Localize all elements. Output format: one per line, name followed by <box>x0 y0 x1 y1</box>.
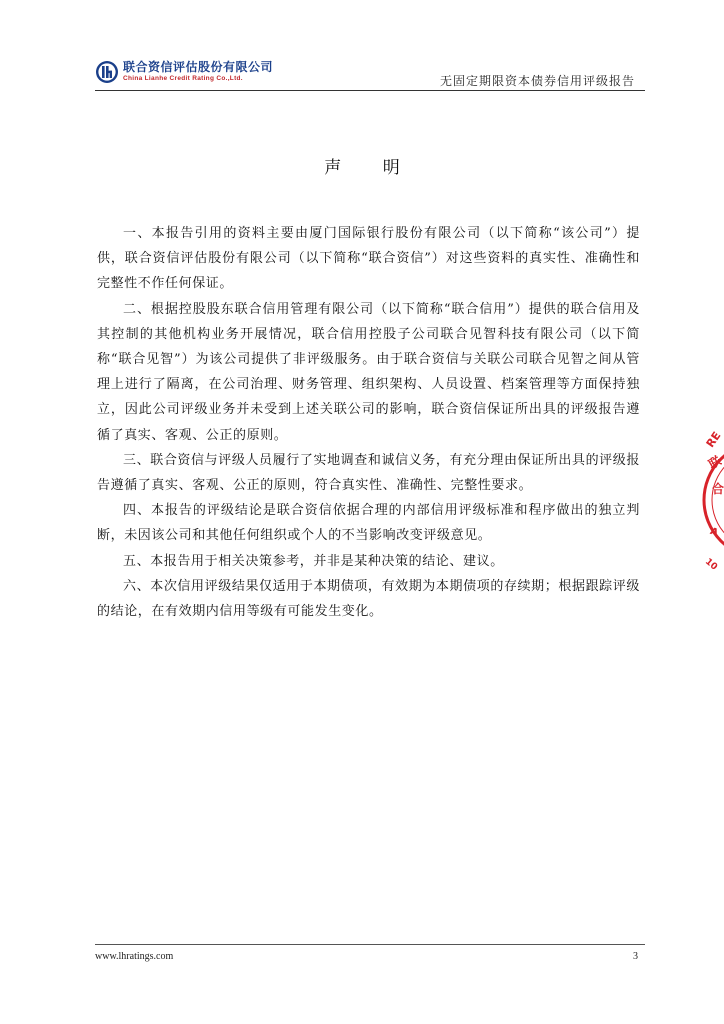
company-logo-icon <box>95 60 119 84</box>
page-header <box>95 58 645 90</box>
statement-paragraph-1: 一、本报告引用的资料主要由厦门国际银行股份有限公司（以下简称“该公司”）提供，联合资信评估股份有限公司（以下简称“联合资信”）对这些资料的真实性、准确性和完整性不作任何保证。 <box>97 226 640 292</box>
statement-paragraph-6: 六、本次信用评级结果仅适用于本期债项，有效期为本期债项的存续期；根据跟踪评级的结论，在有效期内信用等级有可能发生变化。 <box>97 578 640 620</box>
footer-divider <box>95 944 645 945</box>
statement-paragraph-3: 三、联合资信与评级人员履行了实地调查和诚信义务，有充分理由保证所出具的评级报告遵循了真实、客观、公正的原则，符合真实性、准确性、完整性要求。 <box>97 452 640 494</box>
company-name-cn: 联合资信评估股份有限公司 <box>123 60 274 74</box>
statement-paragraph-4: 四、本报告的评级结论是联合资信依据合理的内部信用评级标准和程序做出的独立判断，未因该公司和其他任何组织或个人的不当影响改变评级意见。 <box>97 503 640 544</box>
statement-paragraph-5: 五、本报告用于相关决策参考，并非是某种决策的结论、建议。 <box>123 553 504 569</box>
svg-text:合: 合 <box>712 482 724 496</box>
statement-body <box>97 221 640 624</box>
page-number: 3 <box>633 951 638 962</box>
svg-text:A: A <box>708 525 720 539</box>
statement-title: 声 明 <box>324 158 418 178</box>
svg-text:联: 联 <box>706 453 724 472</box>
svg-text:RE: RE <box>703 429 724 450</box>
footer-website-link[interactable]: www.lhratings.com <box>95 951 174 962</box>
statement-paragraph-2: 二、根据控股股东联合信用管理有限公司（以下简称“联合信用”）提供的联合信用及其控制的其他机构业务开展情况，联合信用控股子公司联合见智科技有限公司（以下简称“联合见智”）为该公司提供了非评级服务。由于联合资信与关联公司联合见智之间从管理上进行了隔离，在公司治理、财务管理、组织架构、人员设置、档案管理等方面保持独立，因此公司评级业务并未受到上述关联公司的影响，联合资信保证所出具的评级报告遵循了真实、客观、公正的原则。 <box>97 301 640 443</box>
report-title: 无固定期限资本债券信用评级报告 <box>439 74 635 88</box>
company-seal-stamp <box>700 395 724 605</box>
header-divider <box>95 90 645 91</box>
company-name-en: China Lianhe Credit Rating Co.,Ltd. <box>123 75 243 82</box>
svg-text:10: 10 <box>702 556 719 573</box>
